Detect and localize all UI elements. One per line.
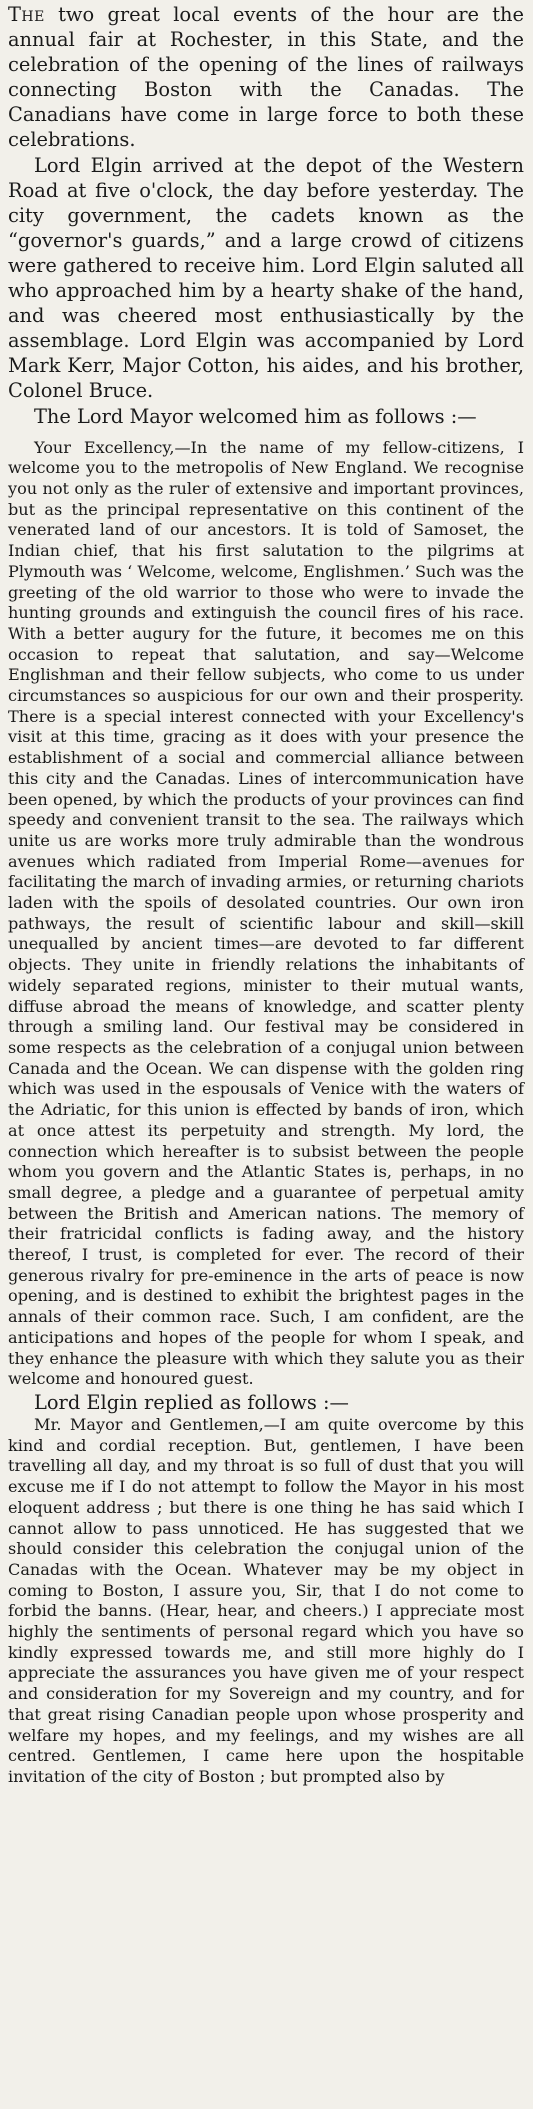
elgin-speech: Mr. Mayor and Gentlemen,—I am quite overcome by this kind and cordial reception. But, gentlemen, I have been travelling all day, and my throat is so full of dust that you will excuse me if I do not attempt to follow the Mayor in his most eloquent address ; but there is one thing he has said which I cannot allow to pass unnoticed. He has suggested that we should consider this celebration the conjugal union of the Canadas with the Ocean. Whatever may be my object in coming to Boston, I assure you, Sir, that I do not come to forbid the banns. (Hear, hear, and cheers.) I appreciate most highly the sentiments of personal regard which you have so kindly expressed towards me, and still more highly do I appreciate the assurances you have given me of your respect and consideration for my Sovereign and my country, and for that great rising Canadian people upon whose prosperity and welfare my hopes, and my feelings, and my wishes are all centred. Gentlemen, I came here upon the hospitable invitation of the city of Boston ; but prompted also by [8, 1415, 524, 1786]
arrival-paragraph: Lord Elgin arrived at the depot of the Western Road at five o'clock, the day before yesterday. The city government, the cadets known as the “governor's guards,” and a large crowd of citizens were gathered to receive him. Lord Elgin saluted all who approached him by a hearty shake of the hand, and was cheered most enthusiastically by the assemblage. Lord Elgin was accompanied by Lord Mark Kerr, Major Cotton, his aides, and his brother, Colonel Bruce. [8, 153, 524, 403]
intro-text: two great local events of the hour are the annual fair at Rochester, in this State, and the celebration of the opening of the lines of railways connecting Boston with the Canadas. The Canadians have come in large force to both these celebrations. [8, 3, 524, 152]
opening-word: The [8, 3, 45, 26]
elgin-intro-line: Lord Elgin replied as follows :— [34, 1390, 349, 1414]
intro-paragraph [8, 2, 524, 153]
mayor-speech: Your Excellency,—In the name of my fellow-citizens, I welcome you to the metropolis of New England. We recognise you not only as the ruler of extensive and important provinces, but as the principal representative on this continent of the venerated land of our ancestors. It is told of Samoset, the Indian chief, that his first salutation to the pilgrims at Plymouth was ‘ Welcome, welcome, Englishmen.’ Such was the greeting of the old warrior to those who were to invade the hunting grounds and extinguish the council fires of his race. With a better augury for the future, it becomes me on this occasion to repeat that salutation, and say—Welcome Englishman and their fellow subjects, who come to us under circumstances so auspicious for our own and their prosperity. There is a special interest connected with your Excellency's visit at this time, gracing as it does with your presence the establishment of a social and commercial alliance between this city and the Canadas. Lines of intercommunication have been opened, by which the products of your provinces can find speedy and convenient transit to the sea. The railways which unite us are works more truly admirable than the wondrous avenues which radiated from Imperial Rome—avenues for facilitating the march of invading armies, or returning chariots laden with the spoils of desolated countries. Our own iron pathways, the result of scientific labour and skill—skill unequalled by ancient times—are devoted to far different objects. They unite in friendly relations the inhabitants of widely separated regions, minister to their mutual wants, diffuse abroad the means of knowledge, and scatter plenty through a smiling land. Our festival may be considered in some respects as the celebration of a conjugal union between Canada and the Ocean. We can dispense with the golden ring which was used in the espousals of Venice with the waters of the Adriatic, for this union is effected by bands of iron, which at once attest its perpetuity and strength. My lord, the connection which hereafter is to subsist between the people whom you govern and the Atlantic States is, perhaps, in no small degree, a pledge and a guarantee of perpetual amity between the British and American nations. The memory of their fratricidal conflicts is fading away, and the history thereof, I trust, is completed for ever. The record of their generous rivalry for pre-eminence in the arts of peace is now opening, and is destined to exhibit the brightest pages in the annals of their common race. Such, I am confident, are the anticipations and hopes of the people for whom I speak, and they enhance the pleasure with which they salute you as their welcome and honoured guest. [8, 437, 524, 1389]
mayor-intro-line: The Lord Mayor welcomed him as follows :— [34, 404, 477, 428]
spacer [8, 429, 524, 438]
